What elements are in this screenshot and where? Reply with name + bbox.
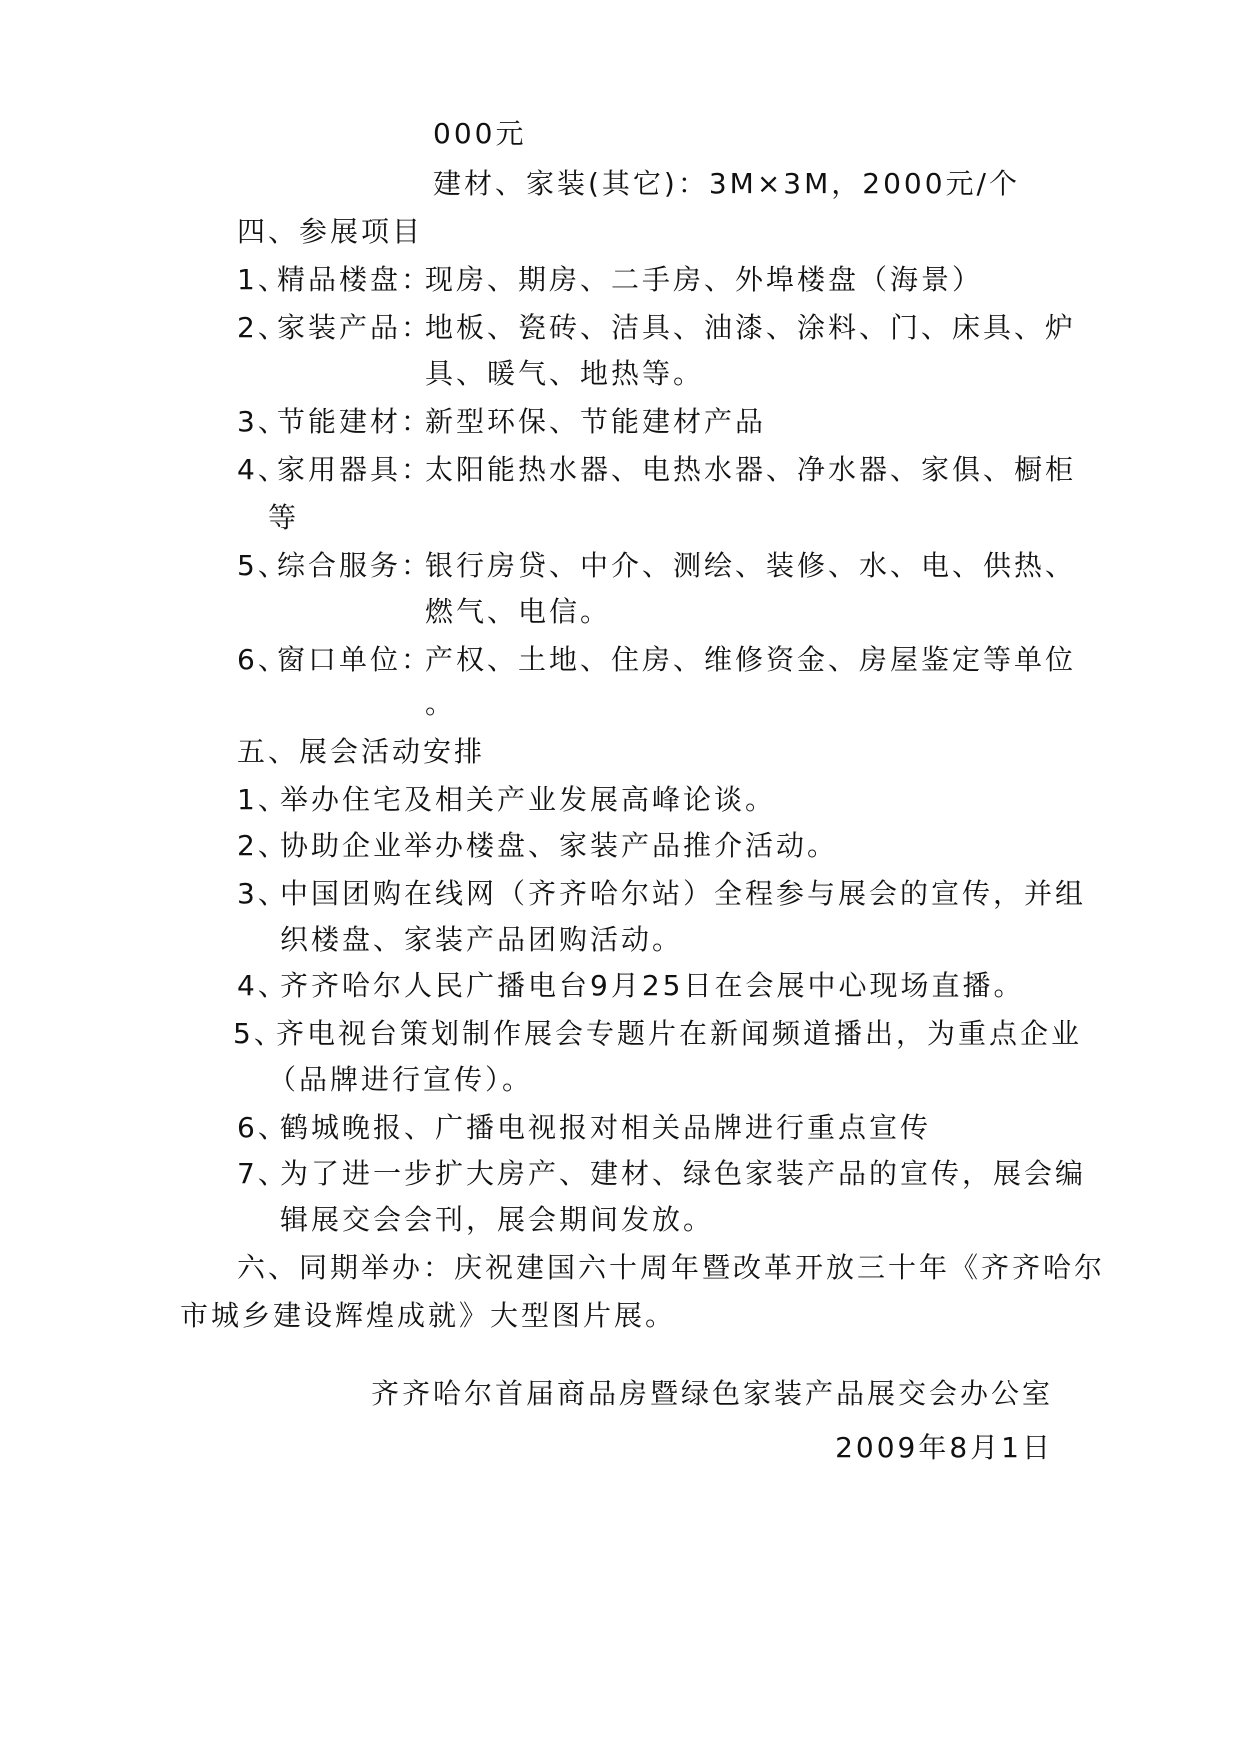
section5-item-num: 4、: [237, 969, 289, 1002]
section4-item-text: 。: [425, 687, 457, 720]
section5-item-text: 举办住宅及相关产业发展高峰论谈。: [280, 783, 777, 816]
section4-item-num: 2、: [237, 311, 289, 344]
section4-item-text: 太阳能热水器、电热水器、净水器、家俱、橱柜: [425, 453, 1077, 486]
section4-item-label: 节能建材：: [277, 405, 433, 438]
section4-item-label: 家装产品：: [277, 311, 433, 344]
section5-item-num: 1、: [237, 783, 289, 816]
section4-item-label: 窗口单位：: [277, 643, 433, 676]
section4-item-num: 3、: [237, 405, 289, 438]
section5-item-text: 中国团购在线网（齐齐哈尔站）全程参与展会的宣传，并组: [280, 877, 1087, 910]
section5-item-text: 协助企业举办楼盘、家装产品推介活动。: [280, 829, 839, 862]
section4-item-num: 5、: [237, 549, 289, 582]
section5-item-num: 2、: [237, 829, 289, 862]
section4-item-num: 6、: [237, 643, 289, 676]
section4-item-text: 产权、土地、住房、维修资金、房屋鉴定等单位: [425, 643, 1077, 676]
issue-date: 2009年8月1日: [835, 1431, 1053, 1464]
building-materials-price: 建材、家装(其它)：3M×3M，2000元/个: [433, 167, 1020, 200]
section6-line: 市城乡建设辉煌成就》大型图片展。: [180, 1299, 677, 1332]
section5-item-num: 5、: [233, 1017, 285, 1050]
section5-item-text: 齐齐哈尔人民广播电台9月25日在会展中心现场直播。: [280, 969, 1025, 1002]
section5-item-num: 3、: [237, 877, 289, 910]
section4-item-text: 银行房贷、中介、测绘、装修、水、电、供热、: [425, 549, 1077, 582]
section4-item-text: 新型环保、节能建材产品: [425, 405, 767, 438]
section6-line: 六、同期举办：庆祝建国六十周年暨改革开放三十年《齐齐哈尔: [237, 1251, 1106, 1284]
section5-item-text: 齐电视台策划制作展会专题片在新闻频道播出，为重点企业: [276, 1017, 1083, 1050]
section4-heading: 四、参展项目: [237, 215, 424, 248]
section4-item-text: 具、暖气、地热等。: [425, 357, 705, 390]
section5-item-text: 鹤城晚报、广播电视报对相关品牌进行重点宣传: [280, 1111, 932, 1144]
section4-item-text: 地板、瓷砖、洁具、油漆、涂料、门、床具、炉: [425, 311, 1077, 344]
section5-item-num: 6、: [237, 1111, 289, 1144]
section5-item-num: 7、: [237, 1157, 289, 1190]
section4-item-label: 家用器具：: [277, 453, 433, 486]
section4-item-text: 燃气、电信。: [425, 595, 612, 628]
section4-item-num: 1、: [237, 263, 289, 296]
issuing-office: 齐齐哈尔首届商品房暨绿色家装产品展交会办公室: [370, 1377, 1053, 1410]
section4-item-label: 综合服务：: [277, 549, 433, 582]
price-continuation: 000元: [433, 117, 527, 150]
section4-item-label: 精品楼盘：: [277, 263, 433, 296]
section4-item-text: 现房、期房、二手房、外埠楼盘（海景）: [425, 263, 984, 296]
section5-item-text: 辑展交会会刊，展会期间发放。: [280, 1203, 715, 1236]
section4-item-num: 4、: [237, 453, 289, 486]
section5-item-text: 织楼盘、家装产品团购活动。: [280, 923, 684, 956]
section5-item-text: （品牌进行宣传）。: [268, 1063, 534, 1096]
section4-item-text: 等: [268, 501, 300, 534]
section5-heading: 五、展会活动安排: [237, 735, 486, 768]
section5-item-text: 为了进一步扩大房产、建材、绿色家装产品的宣传，展会编: [280, 1157, 1087, 1190]
